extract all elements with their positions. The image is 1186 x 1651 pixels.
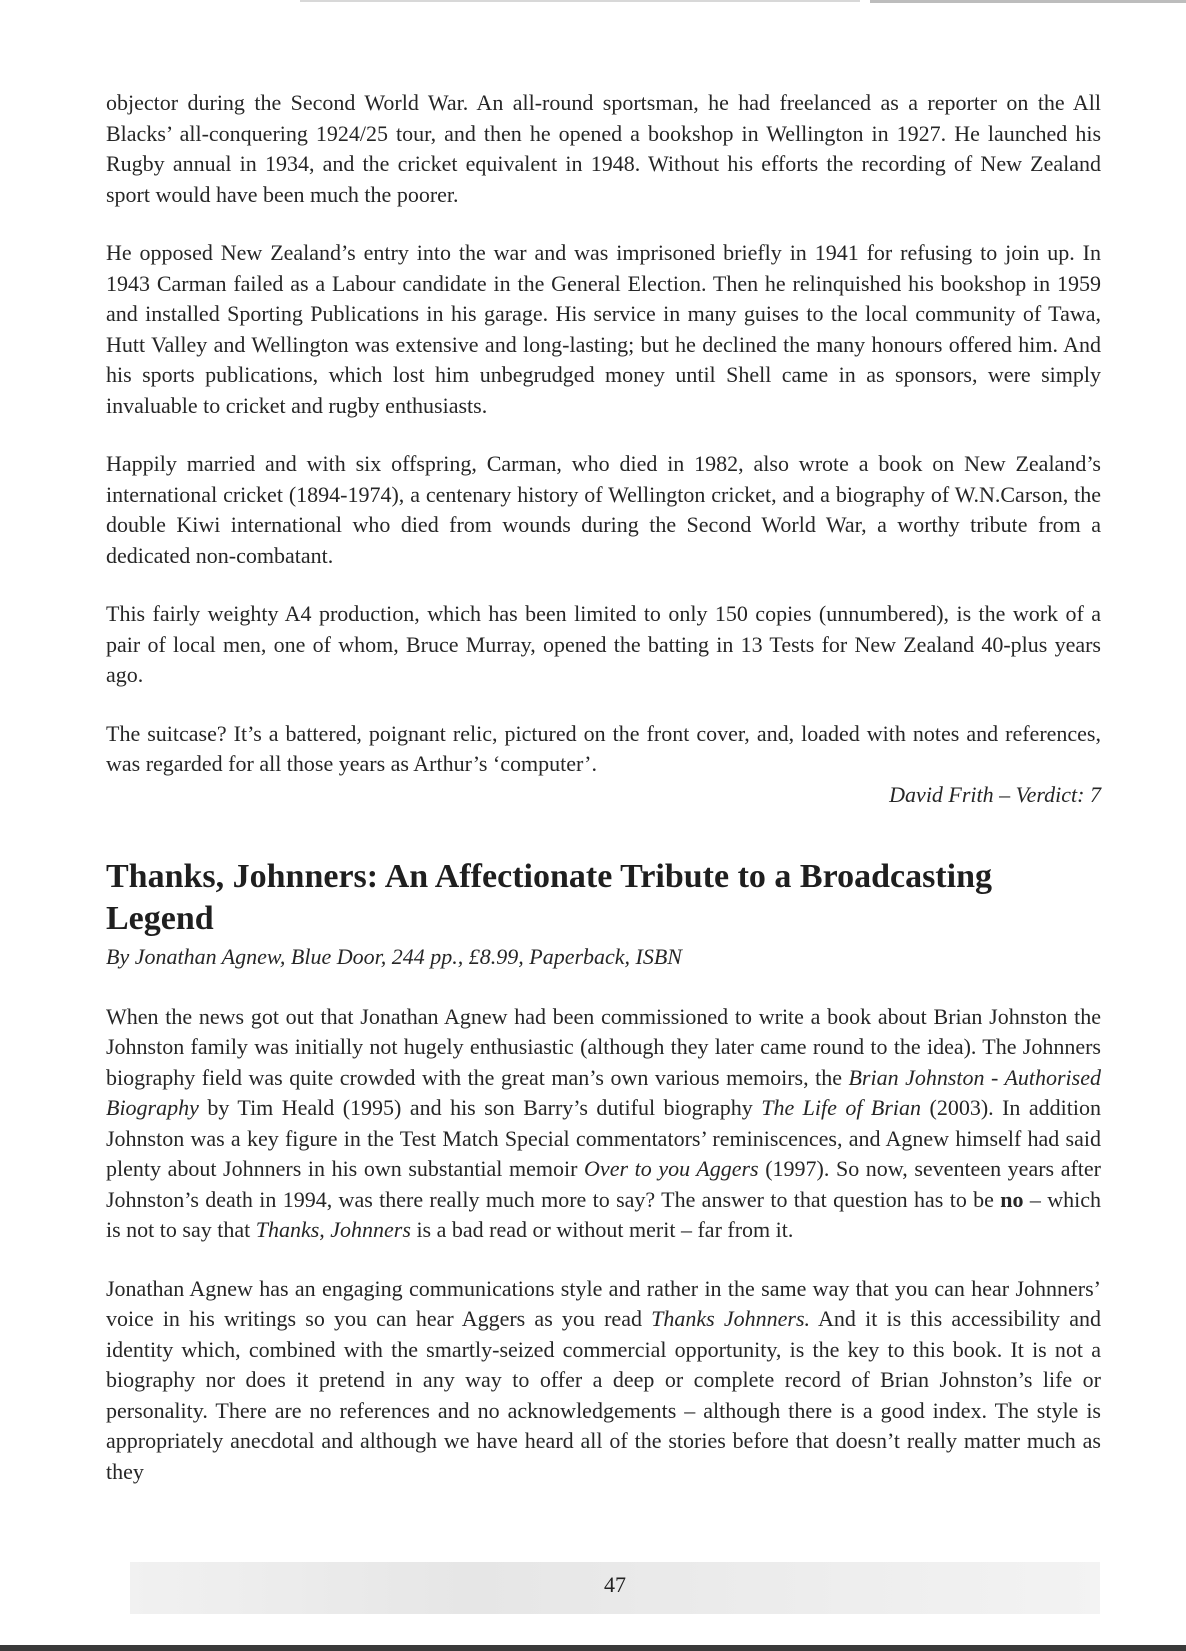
review-verdict: David Frith – Verdict: 7 [889,781,1101,807]
book-title-thanks-johnners: Thanks, Johnners [255,1217,411,1242]
book-title-over-to-you-aggers: Over to you Aggers [584,1156,759,1181]
book-title-life-of-brian: The Life of Brian [761,1095,922,1120]
text-run: (2003). In addition Johnston was a key figure in the Test Match Special commentators’ reminiscences, and Agnew himself had said plenty about Johnners in his own substantial memoir [106,1095,1101,1181]
page-number: 47 [604,1572,626,1597]
paragraph-5: The suitcase? It’s a battered, poignant relic, pictured on the front cover, and, loaded with notes and references, was regarded for all those years as Arthur’s ‘computer’. [106,720,1101,776]
review-paragraph-2 [106,1274,1101,1488]
bottom-edge-line [0,1645,1186,1651]
page-content [106,88,1101,1487]
paragraph-2: He opposed New Zealand’s entry into the war and was imprisoned briefly in 1941 for refusing to join up. In 1943 Carman failed as a Labour candidate in the General Election. Then he relinquished his bookshop in 1959 and installed Sporting Publications in his garage. His service in many guises to the local community of Tawa, Hutt Valley and Wellington was extensive and long-lasting; but he declined the many honours offered him. And his sports publications, which lost him unbegrudged money until Shell came in as sponsors, were simply invaluable to cricket and rugby enthusiasts. [106,240,1101,418]
paragraph-4: This fairly weighty A4 production, which has been limited to only 150 copies (unnumbered), is the work of a pair of local men, one of whom, Bruce Murray, opened the batting in 13 Tests for New Zealand 40-plus years ago. [106,601,1101,687]
emphasis-no: no [1000,1186,1024,1212]
text-run: When the news got out that Jonathan Agnew had been commissioned to write a book about Brian Johnston the Johnston family was initially not hugely enthusiastic (although they later came round to the idea). The Johnners biography field was quite crowded with the great man’s own various memoirs, the [106,1003,1101,1090]
text-run: (1997). So now, seventeen years after Johnston’s death in 1994, was there really much more to say? The answer to that question has to be [106,1156,1101,1212]
review-title: Thanks, Johnners: An Affectionate Tribute to a Broadcasting Legend [106,857,992,937]
paragraph-1: objector during the Second World War. An all-round sportsman, he had freelanced as a reporter on the All Blacks’ all-conquering 1924/25 tour, and then he opened a bookshop in Wellington in 1927. He launched his Rugby annual in 1934, and the cricket equivalent in 1948. Without his efforts the recording of New Zealand sport would have been much the poorer. [106,90,1101,207]
text-run: by Tim Heald (1995) and his son Barry’s dutiful biography [198,1095,762,1120]
top-edge-line-right [870,0,1186,3]
footer-band [130,1562,1100,1614]
top-edge-line [300,0,860,2]
review-byline: By Jonathan Agnew, Blue Door, 244 pp., £8.99, Paperback, ISBN [106,943,682,969]
book-title-brian-johnston: Brian Johnston - Authorised Biography [106,1064,1101,1120]
text-run: is a bad read or without merit – far from it. [410,1217,794,1242]
text-run: – which is not to say that [106,1186,1101,1242]
paragraph-3: Happily married and with six offspring, Carman, who died in 1982, also wrote a book on New Zealand’s international cricket (1894-1974), a centenary history of Wellington cricket, and a biography of W.N.Carson, the double Kiwi international who died from wounds during the Second World War, a worthy tribute from a dedicated non-combatant. [106,451,1101,568]
text-run: And it is this accessibility and identity which, combined with the smartly-seized commercial opportunity, is the key to this book. It is not a biography nor does it pretend in any way to offer a deep or complete record of Brian Johnston’s life or personality. There are no references and no acknowledgements – although there is a good index. The style is appropriately anecdotal and although we have heard all of the stories before that doesn’t really matter much as they [106,1306,1102,1484]
book-title-thanks-johnners: Thanks Johnners. [651,1306,811,1331]
review-paragraph-1 [106,1002,1101,1246]
text-run: Jonathan Agnew has an engaging communications style and rather in the same way that you can hear Johnners’ voice in his writings so you can hear Aggers as you read [106,1275,1101,1331]
